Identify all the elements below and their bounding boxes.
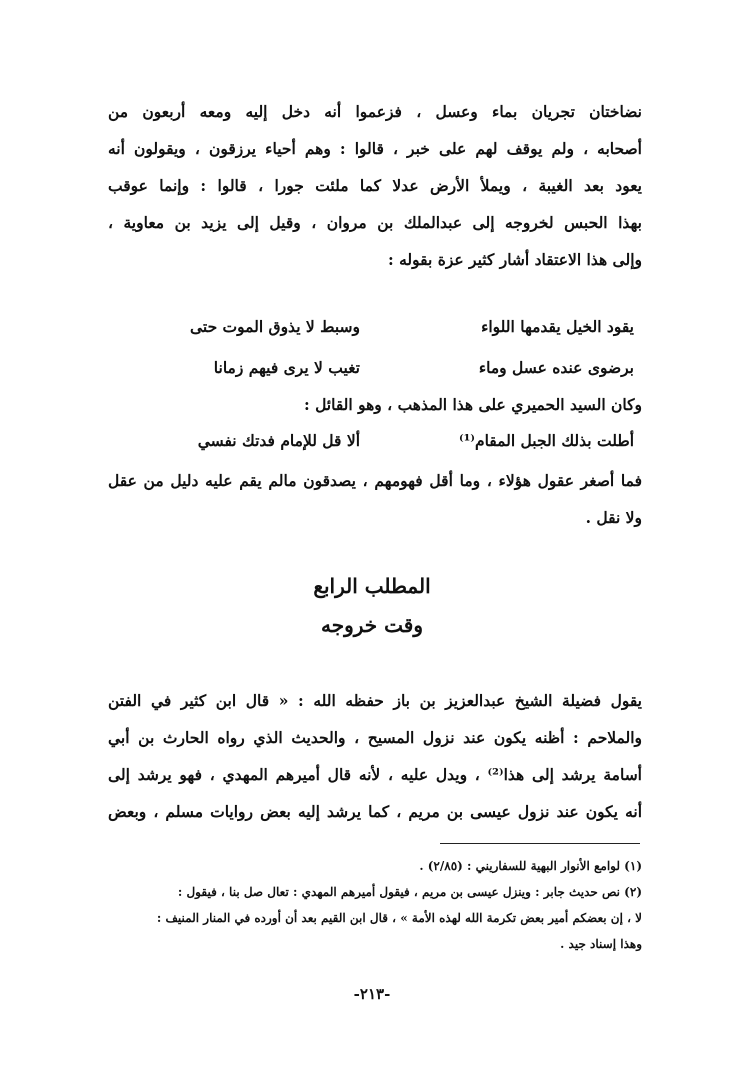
verse-first-hemistich: تغيب لا يرى فيهم زمانا [213,358,360,377]
footnote-line: (١) لوامع الأنوار البهية للسفاريني : (٢/٨٥) . [419,859,642,873]
section-title: المطلب الرابع [313,574,431,598]
text-line: يقول فضيلة الشيخ عبدالعزيز بن باز حفظه الله : « قال ابن كثير في الفتن [108,691,642,710]
text-line: أصحابه ، ولم يوقف لهم على خبر ، قالوا : وهم أحياء يرزقون ، ويقولون أنه [108,139,642,158]
text-line: وكان السيد الحميري على هذا المذهب ، وهو القائل : [303,395,642,414]
text-line: وإلى هذا الاعتقاد أشار كثير عزة بقوله : [388,250,642,269]
text-line: أسامة يرشد إلى هذا⁽²⁾ ، ويدل عليه ، لأنه قال أميرهم المهدي ، فهو يرشد إلى [108,765,642,784]
footnote-separator [440,843,640,844]
poem-verse-3 [110,424,634,458]
footnotes [112,853,642,957]
section-subtitle: وقت خروجه [321,613,423,637]
page-number: -٢١٣- [353,985,391,1003]
text-line: أنه يكون عند نزول عيسى بن مريم ، كما يرشد إليه بعض روايات مسلم ، وبعض [108,802,642,821]
text-line: نضاختان تجريان بماء وعسل ، فزعموا أنه دخل إليه ومعه أربعون من [108,102,642,121]
verse-second-hemistich: برضوى عنده عسل وماء [478,358,634,377]
paragraph-3 [108,462,642,536]
poem-verse-1 [110,310,634,344]
footnote-line: لا ، إن بعضكم أمير بعض تكرمة الله لهذه الأمة » ، قال ابن القيم بعد أن أورده في المنار المنيف : [156,911,642,925]
footnote-line: (٢) نص حديث جابر : وينزل عيسى بن مريم ، فيقول أميرهم المهدي : تعال صل بنا ، فيقول : [177,885,642,899]
verse-first-hemistich: ألا قل للإمام فدتك نفسي [197,431,360,450]
verse-first-hemistich: وسبط لا يذوق الموت حتى [189,317,360,336]
text-line: فما أصغر عقول هؤلاء ، وما أقل فهومهم ، يصدقون مالم يقم عليه دليل من عقل [108,471,642,490]
paragraph-4 [108,682,642,830]
verse-second-hemistich: يقود الخيل يقدمها اللواء [481,317,634,336]
paragraph-1 [108,93,642,278]
text-line: بهذا الحبس لخروجه إلى عبدالملك بن مروان ، وقيل إلى يزيد بن معاوية ، [108,213,642,232]
verse-second-hemistich: أطلت بذلك الجبل المقام⁽¹⁾ [458,431,634,450]
paragraph-2 [108,386,642,423]
footnote-line: وهذا إسناد جيد . [560,937,642,951]
text-line: يعود بعد الغيبة ، ويملأ الأرض عدلا كما ملئت جورا ، قالوا : وإنما عوقب [108,176,642,195]
text-line: ولا نقل . [585,508,642,527]
text-line: والملاحم : أظنه يكون عند نزول المسيح ، والحديث الذي رواه الحارث بن أبي [108,728,642,747]
poem-verse-2 [110,351,634,385]
